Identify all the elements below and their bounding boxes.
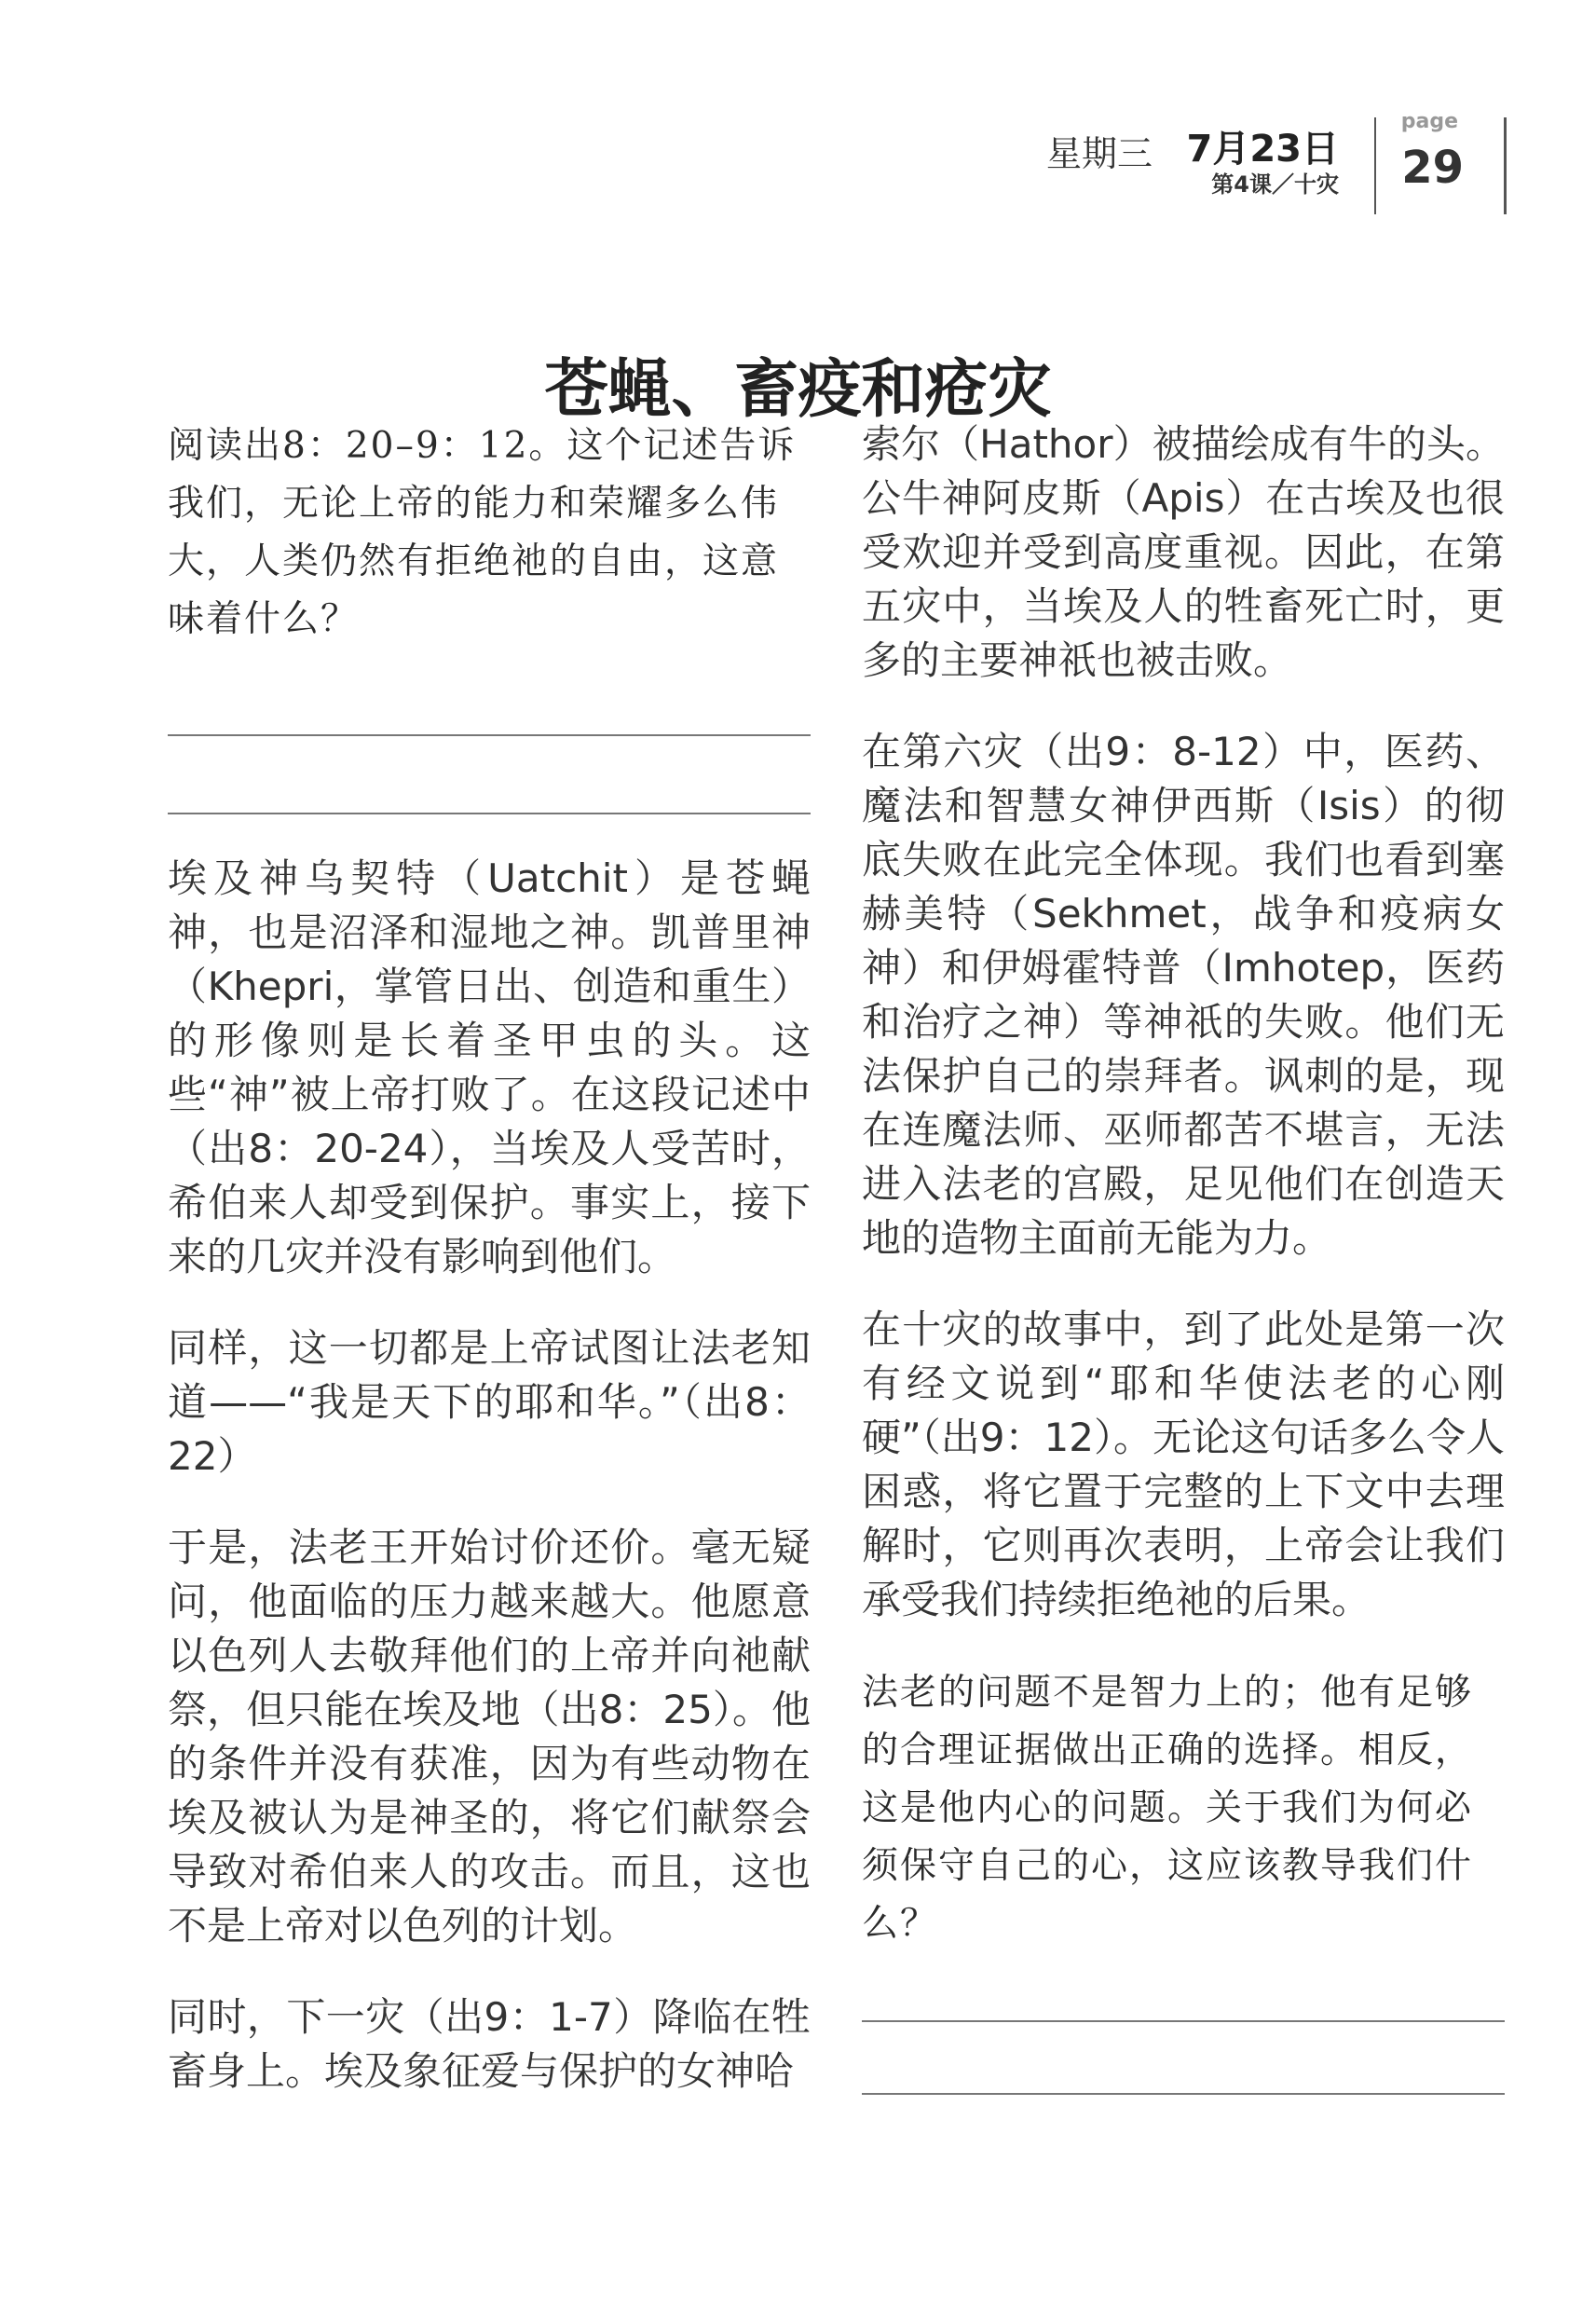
paragraph: 埃及神乌契特（Uatchit）是苍蝇神，也是沼泽和湿地之神。凯普里神（Khepri，掌管日出、创造和重生）的形像则是长着圣甲虫的头。这些“神”被上帝打败了。在这段记述中（出8：20-24），当埃及人受苦时，希伯来人却受到保护。事实上，接下来的几灾并没有影响到他们。 [168, 855, 811, 1279]
page-label: page [1400, 110, 1458, 133]
page-number: 29 [1401, 142, 1464, 194]
paragraph: 同样，这一切都是上帝试图让法老知道——“我是天下的耶和华。”（出8：22） [168, 1325, 811, 1479]
paragraph: 索尔（Hathor）被描绘成有牛的头。公牛神阿皮斯（Apis）在古埃及也很受欢迎并受到高度重视。因此，在第五灾中，当埃及人的牲畜死亡时，更多的主要神祇也被击败。 [862, 421, 1505, 683]
header-divider [1374, 117, 1376, 214]
weekday: 星期三 [1045, 133, 1153, 174]
lesson-label: 第4课／十灾 [1211, 171, 1339, 198]
paragraph: 于是，法老王开始讨价还价。毫无疑问，他面临的压力越来越大。他愿意以色列人去敬拜他们的上帝并向祂献祭，但只能在埃及地（出8：25）。他的条件并没有获准，因为有些动物在埃及被认为是神圣的，将它们献祭会导致对希伯来人的攻击。而且，这也不是上帝对以色列的计划。 [168, 1525, 811, 1949]
paragraph: 在十灾的故事中，到了此处是第一次有经文说到“耶和华使法老的心刚硬”（出9：12）。无论这句话多么令人困惑，将它置于完整的上下文中去理解时，它则再次表明，上帝会让我们承受我们持续拒绝祂的后果。 [862, 1306, 1505, 1622]
reflection-question: 法老的问题不是智力上的；他有足够的合理证据做出正确的选择。相反，这是他内心的问题。关于我们为何必须保守自己的心，这应该教导我们什么？ [862, 1672, 1474, 1945]
left-column [168, 417, 811, 2136]
header-edge-line [1504, 117, 1507, 214]
study-question: 阅读出8：20–9：12。这个记述告诉我们，无论上帝的能力和荣耀多么伟大，人类仍然有拒绝祂的自由，这意味着什么？ [168, 425, 797, 640]
page-title: 苍蝇、畜疫和疮灾 [544, 351, 1052, 427]
right-column [862, 417, 1505, 2095]
answer-line[interactable] [862, 2093, 1505, 2095]
paragraph: 同时，下一灾（出9：1-7）降临在牲畜身上。埃及象征爱与保护的女神哈 [168, 1994, 811, 2094]
date: 7月23日 [1186, 128, 1339, 171]
paragraph: 在第六灾（出9：8-12）中，医药、魔法和智慧女神伊西斯（Isis）的彻底失败在此完全体现。我们也看到塞赫美特（Sekhmet，战争和疫病女神）和伊姆霍特普（Imhotep，医药和治疗之神）等神祇的失败。他们无法保护自己的崇拜者。讽刺的是，现在连魔法师、巫师都苦不堪言，无法进入法老的宫殿，足见他们在创造天地的造物主面前无能为力。 [862, 729, 1505, 1261]
